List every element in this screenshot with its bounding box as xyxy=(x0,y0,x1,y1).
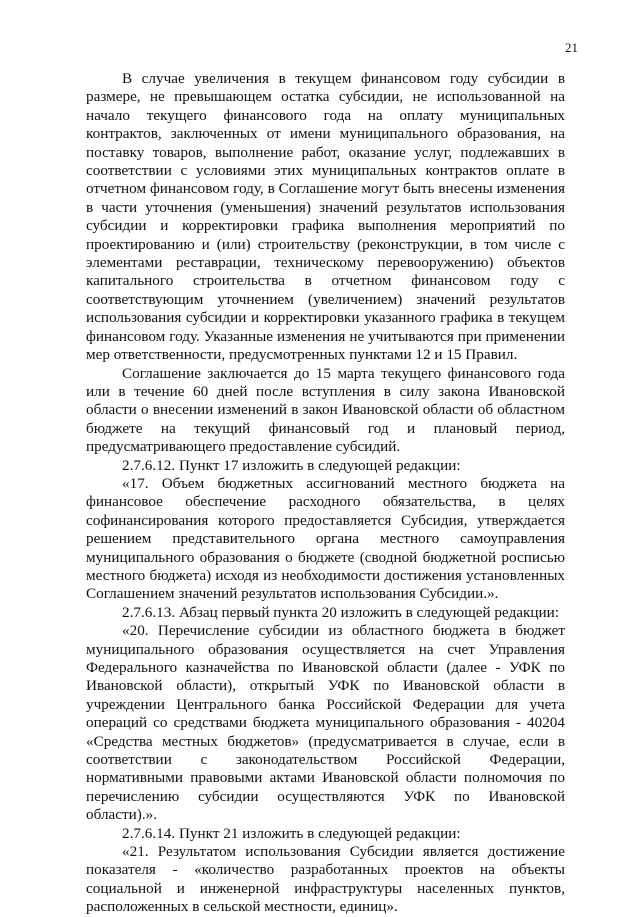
paragraph-agreement-deadline: Соглашение заключается до 15 марта текущего финансового года или в течение 60 дней после вступления в силу закона Ивановской области о внесении изменений в закон Ивановской области об областном бюджете на текущий финансовый год и плановый период, предусматривающего предоставление субсидий. xyxy=(86,364,565,456)
paragraph-item-2-7-6-14: 2.7.6.14. Пункт 21 изложить в следующей редакции: xyxy=(122,824,461,842)
document-body xyxy=(86,70,565,917)
paragraph-subsidy-increase: В случае увеличения в текущем финансовом году субсидии в размере, не превышающем остатка субсидии, не использованной на начало текущего финансового года на оплату муниципальных контрактов, заключенных от имени муниципального образования, на поставку товаров, выполнение работ, оказание услуг, подлежавших в соответствии с условиями этих муниципальных контрактов оплате в отчетном финансовом году, в Соглашение могут быть внесены изменения в части уточнения (уменьшения) значений результатов использования субсидии и корректировки графика выполнения мероприятий по проектированию и (или) строительству (реконструкции, в том числе с элементами реставрации, техническому перевооружению) объектов капитального строительства в отчетном финансовом году с соответствующим уточнением (увеличением) значений результатов использования субсидии и корректировки указанного графика в текущем финансовом году. Указанные изменения не учитываются при применении мер ответственности, предусмотренных пунктами 12 и 15 Правил. xyxy=(86,70,565,364)
paragraph-item-2-7-6-12: 2.7.6.12. Пункт 17 изложить в следующей редакции: xyxy=(122,456,461,474)
paragraph-clause-20: «20. Перечисление субсидии из областного бюджета в бюджет муниципального образования осуществляется на счет Управления Федерального казначейства по Ивановской области (далее - УФК по Ивановской области), открытый УФК по Ивановской области в учреждении Центрального банка Российской Федерации для учета операций со средствами бюджета муниципального образования - 40204 «Средства местных бюджетов» (предусматривается в случае, если в соответствии с законодательством Российской Федерации, нормативными правовыми актами Ивановской области полномочия по перечислению субсидии осуществляются УФК по Ивановской области).». xyxy=(86,622,565,824)
paragraph-item-2-7-6-13: 2.7.6.13. Абзац первый пункта 20 изложить в следующей редакции: xyxy=(122,603,560,621)
paragraph-clause-21: «21. Результатом использования Субсидии является достижение показателя - «количество разработанных проектов на объекты социальной и инженерной инфраструктуры населенных пунктов, расположенных в сельской местности, единиц». xyxy=(86,843,565,916)
page-number: 21 xyxy=(565,40,578,55)
paragraph-clause-17: «17. Объем бюджетных ассигнований местного бюджета на финансовое обеспечение расходного обязательства, в целях софинансирования которого предоставляется Субсидия, утверждается решением представительного органа местного самоуправления муниципального образования о бюджете (сводной бюджетной росписью местного бюджета) исходя из необходимости достижения установленных Соглашением значений результатов использования Субсидии.». xyxy=(86,474,565,603)
